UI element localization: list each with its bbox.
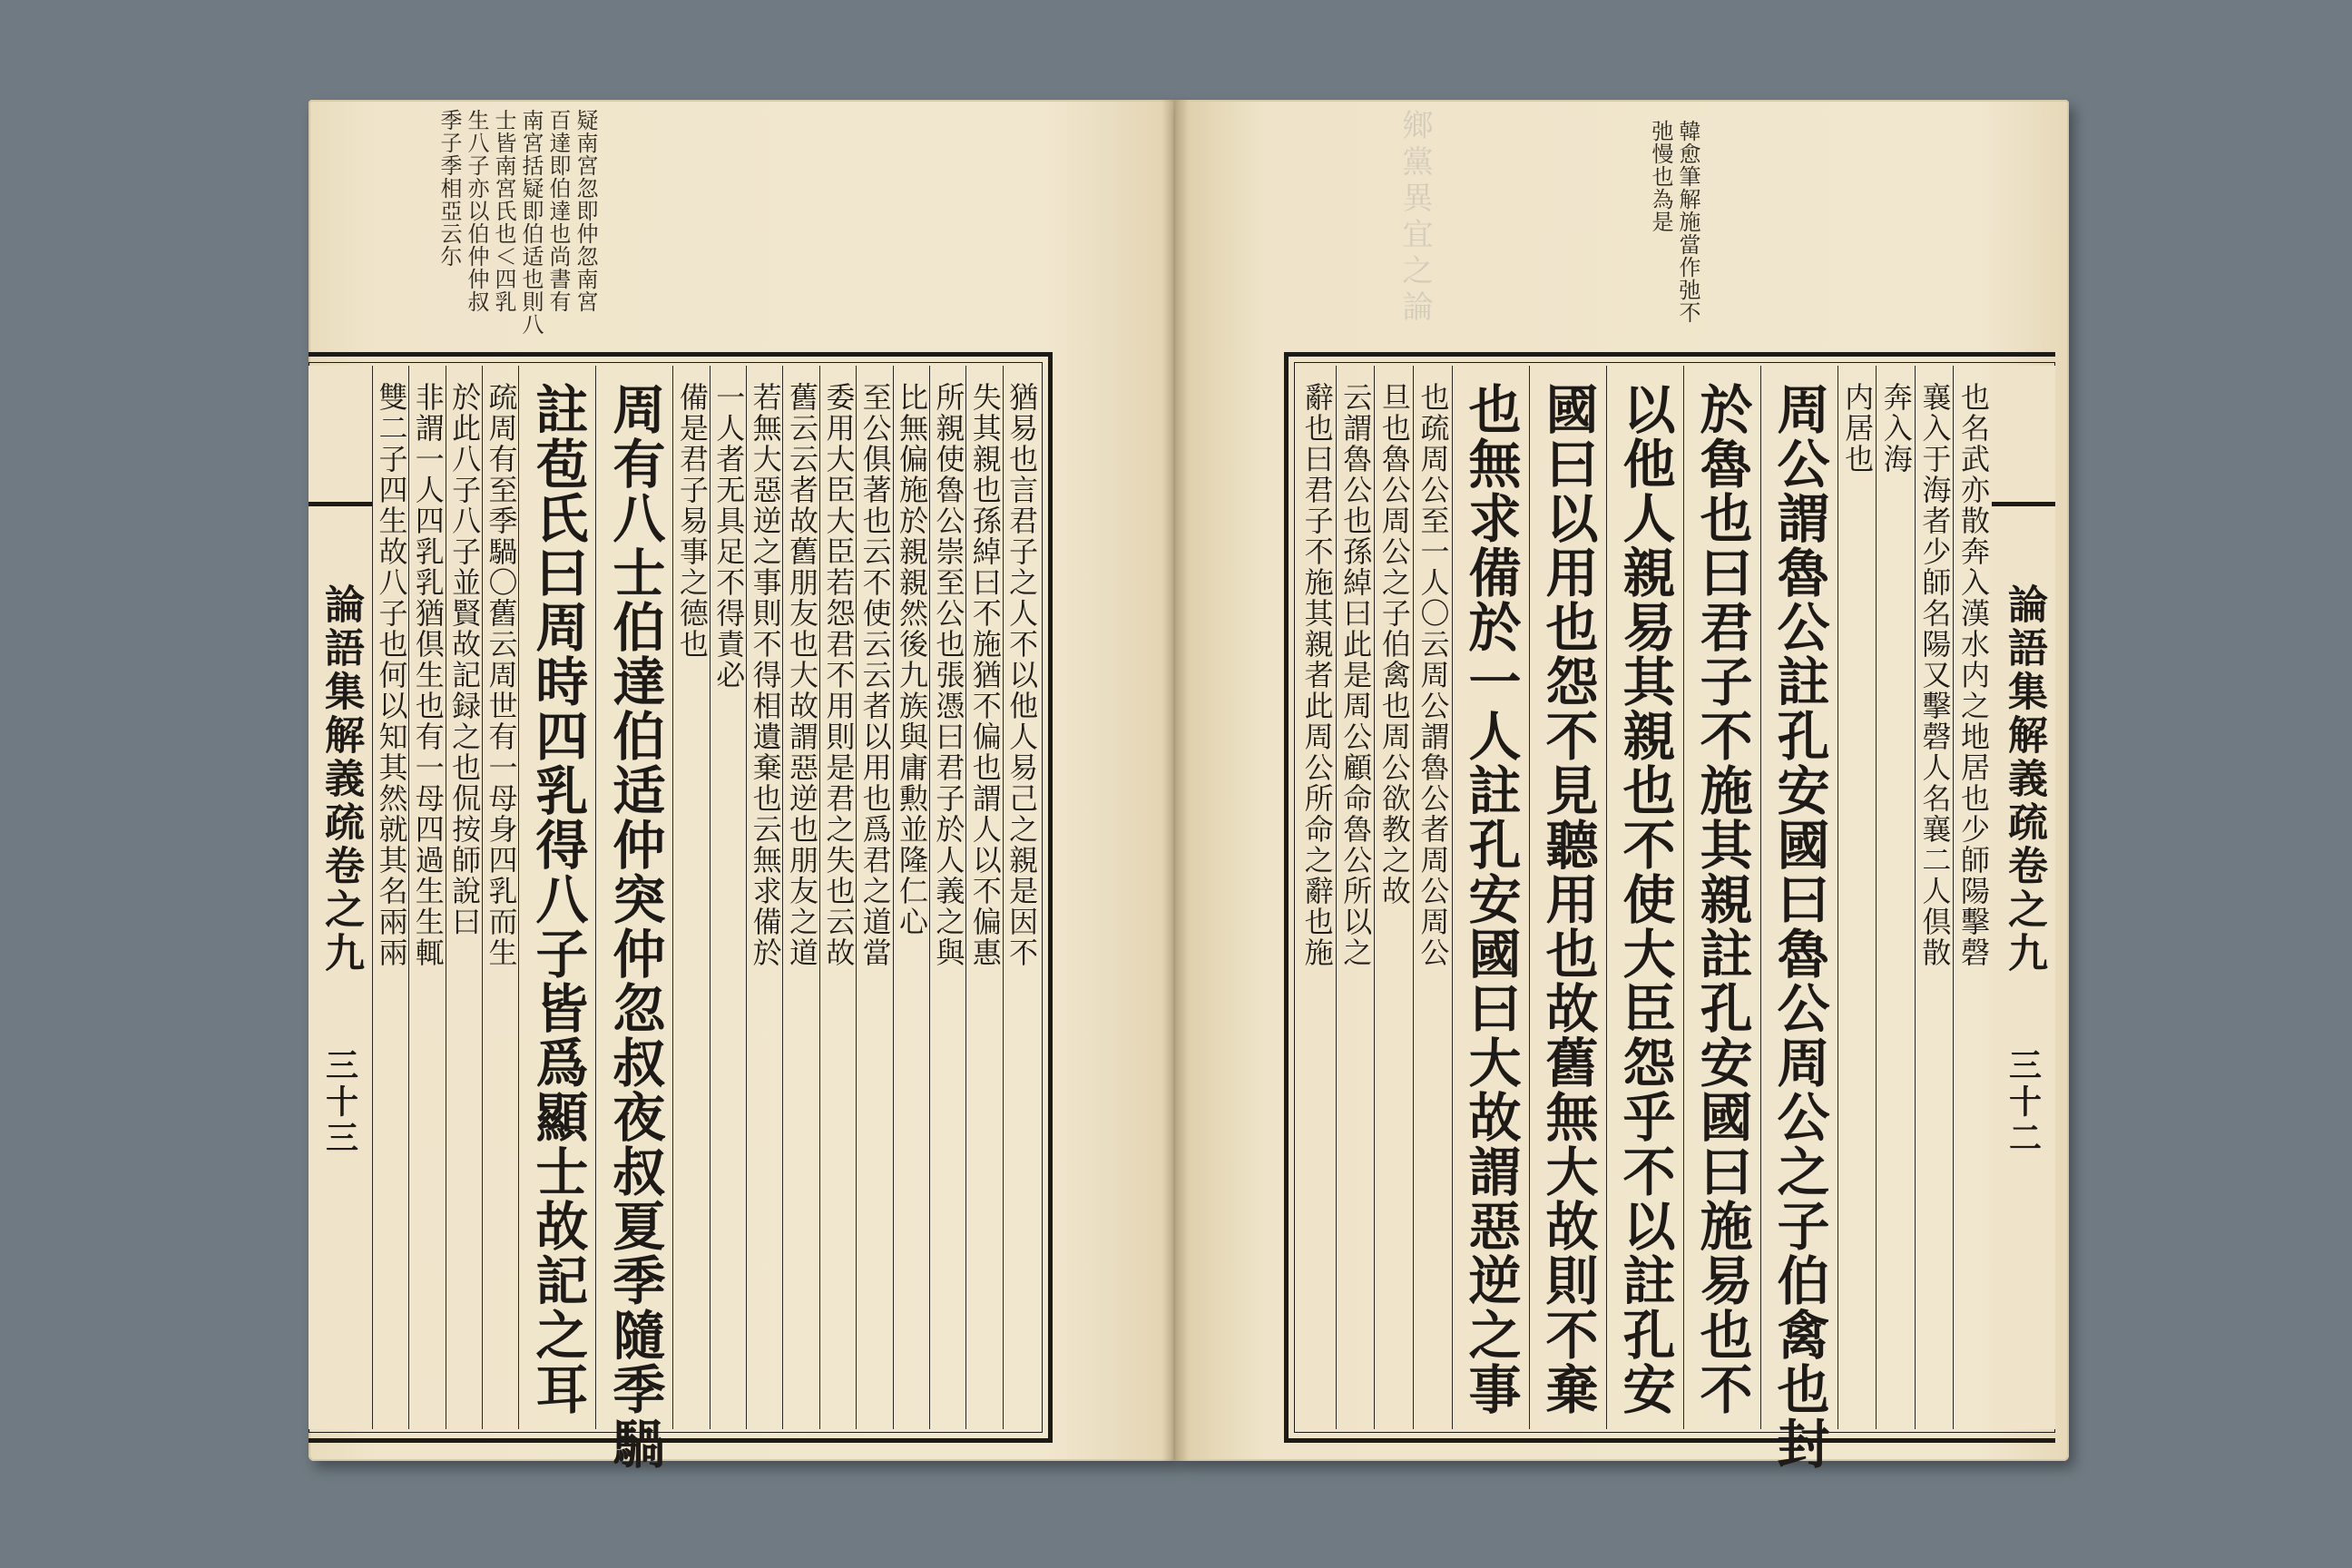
text-column	[746, 366, 782, 1429]
text-column	[672, 366, 709, 1429]
page-banner	[309, 366, 372, 1429]
main-text: 以他人親易其親也不使大臣怨乎不以註孔安	[1613, 382, 1676, 1416]
commentary-text: 内居也	[1840, 382, 1876, 475]
margin-note-line: 弛慢也為是	[1648, 120, 1673, 233]
commentary-text: 旦也魯公周公之子伯禽也周公欲教之故	[1377, 382, 1412, 906]
text-column	[446, 366, 482, 1429]
margin-note-line: 季子季相亞云尓	[436, 109, 462, 268]
text-column	[1374, 366, 1413, 1429]
commentary-text: 疏周有至季騧〇舊云周世有一母身四乳而生	[484, 382, 519, 968]
commentary-text: 辭也曰君子不施其親者此周公所命之辭也施	[1299, 382, 1335, 968]
main-text: 於魯也曰君子不施其親註孔安國曰施易也不	[1690, 382, 1753, 1416]
main-text: 周有八士伯達伯适仲突仲忽叔夜叔夏季隨季騧	[603, 382, 666, 1471]
text-column	[1003, 366, 1039, 1429]
text-column	[408, 366, 445, 1429]
left-page	[309, 100, 1175, 1471]
text-column	[856, 366, 892, 1429]
margin-note-line: 士皆南宮氏也＜四乳	[491, 109, 516, 313]
text-column	[893, 366, 929, 1429]
text-column	[1760, 366, 1838, 1471]
text-column	[1838, 366, 1877, 1429]
text-column	[1452, 366, 1529, 1429]
page-banner	[1992, 366, 2055, 1429]
fish-tail-mark	[1992, 502, 2055, 506]
right-margin-note	[1647, 120, 1701, 392]
margin-note-line: 南宮括疑即伯适也則八	[518, 109, 544, 336]
commentary-text: 奔入海	[1878, 382, 1914, 475]
commentary-text: 云謂魯公也孫綽曰此是周公顧命魯公所以之	[1338, 382, 1374, 968]
text-column	[1915, 366, 1954, 1429]
commentary-text: 猶易也言君子之人不以他人易己之親是因不	[1004, 382, 1040, 968]
commentary-text: 襄入于海者少師名陽又擊磬人名襄二人倶散	[1917, 382, 1953, 968]
main-text: 註苞氏曰周時四乳得八子皆爲顯士故記之耳	[526, 382, 589, 1416]
left-print-frame	[309, 352, 1053, 1471]
fish-tail-mark	[309, 502, 372, 506]
text-column	[782, 366, 818, 1429]
left-margin-note	[436, 109, 599, 372]
text-column	[372, 366, 408, 1429]
commentary-text: 所親使魯公崇至公也張憑曰君子於人義之與	[931, 382, 966, 968]
main-text: 也無求備於一人註孔安國曰大故謂惡逆之事	[1459, 382, 1522, 1416]
commentary-text: 一人者无具足不得責必	[711, 382, 747, 691]
folio-number: 三十三	[320, 1048, 359, 1157]
folio-number: 三十二	[2004, 1048, 2043, 1157]
open-book	[309, 100, 2069, 1470]
text-column	[965, 366, 1002, 1429]
margin-note-line: 百達即伯達也尚書有	[545, 109, 571, 313]
text-column	[1876, 366, 1915, 1429]
bleed-through-text: 鄉黨異宜之論	[1396, 109, 1433, 327]
commentary-text: 於此八子八子並賢故記録之也侃按師說曰	[447, 382, 483, 937]
text-column	[710, 366, 746, 1429]
margin-note-line: 生八子亦以伯仲仲叔	[464, 109, 489, 313]
text-column	[1336, 366, 1375, 1429]
text-column	[929, 366, 965, 1429]
right-page	[1175, 100, 2069, 1471]
text-column	[1413, 366, 1452, 1429]
banner-title: 論語集解義疏卷之九	[2001, 583, 2047, 975]
commentary-text: 舊云云者故舊朋友也大故謂惡逆也朋友之道	[784, 382, 819, 968]
text-column	[595, 366, 672, 1471]
commentary-text: 雙二子四生故八子也何以知其然就其名兩兩	[374, 382, 409, 968]
commentary-text: 失其親也孫綽曰不施猶不偏也謂人以不偏惠	[967, 382, 1003, 968]
text-column	[1298, 366, 1336, 1429]
text-column	[482, 366, 518, 1429]
text-column	[518, 366, 595, 1429]
commentary-text: 也疏周公至一人〇云周公謂魯公者周公周公	[1416, 382, 1451, 968]
margin-note-line: 韓愈筆解施當作弛不	[1675, 120, 1700, 324]
text-column	[819, 366, 856, 1429]
commentary-text: 至公俱著也云不使云云者以用也爲君之道當	[858, 382, 893, 968]
main-text: 國曰以用也怨不見聽用也故舊無大故則不棄	[1536, 382, 1599, 1416]
book-gutter	[1161, 100, 1189, 1461]
main-text: 周公謂魯公註孔安國曰魯公周公之子伯禽也封	[1768, 382, 1830, 1471]
text-column	[1529, 366, 1606, 1429]
text-column	[1606, 366, 1683, 1429]
commentary-text: 比無偏施於親親然後九族與庸勲並隆仁心	[895, 382, 930, 937]
commentary-text: 也名武亦散奔入漢水内之地居也少師陽擊磬	[1955, 382, 1991, 968]
text-column	[1683, 366, 1760, 1429]
banner-title: 論語集解義疏卷之九	[317, 583, 364, 975]
commentary-text: 備是君子易事之德也	[674, 382, 710, 660]
right-print-frame	[1284, 352, 2055, 1471]
text-column	[1953, 366, 1992, 1429]
commentary-text: 委用大臣大臣若怨君不用則是君之失也云故	[821, 382, 857, 968]
commentary-text: 若無大惡逆之事則不得相遺棄也云無求備於	[748, 382, 783, 968]
commentary-text: 非謂一人四乳乳猶倶生也有一母四過生生輒	[410, 382, 446, 968]
margin-note-line: 疑南宮忽即仲忽南宮	[573, 109, 598, 313]
